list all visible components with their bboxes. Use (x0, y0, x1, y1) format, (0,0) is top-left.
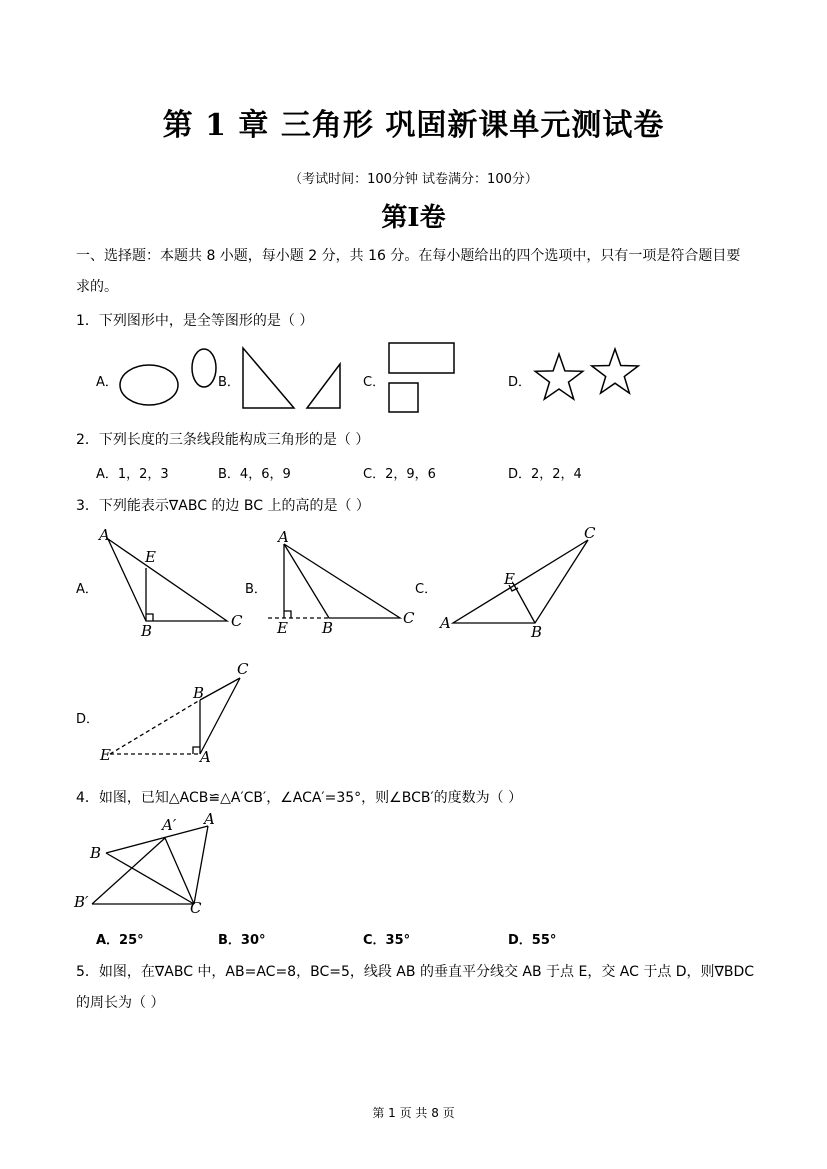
q2-option-a: A．1，2，3 (96, 467, 169, 482)
q3-a-label-c: C (231, 612, 243, 630)
q1-d-star-right (592, 349, 639, 393)
q3-stem: 3．下列能表示∇ABC 的边 BC 上的高的是（ ） (76, 498, 370, 514)
q5-stem-line-1: 5．如图，在∇ABC 中，AB=AC=8，BC=5，线段 AB 的垂直平分线交 AB 于点 E，交 AC 于点 D，则∇BDC (76, 964, 755, 980)
q3-d-label-c: C (237, 660, 249, 678)
q4-option-b: B．30° (218, 933, 266, 948)
q4-side-bc (106, 853, 194, 904)
q4-side-ba (106, 826, 208, 853)
q3-b-label-e: E (277, 619, 288, 637)
q4-side-ac (194, 826, 208, 904)
q3-b-right-angle (284, 611, 291, 618)
q1-option-a: A． (96, 375, 118, 390)
q3-a-triangle (108, 539, 227, 621)
q3-option-c: C． (415, 582, 438, 597)
q1-figures (0, 330, 827, 420)
q3-a-label-a: A (99, 526, 110, 544)
q3-d-label-e: E (100, 746, 111, 764)
q3-d-label-a: A (200, 748, 211, 766)
q1-stem: 1．下列图形中，是全等图形的是（ ） (76, 313, 314, 329)
q3-c-label-b: B (531, 623, 543, 641)
instructions-line-1: 一、选择题：本题共 8 小题，每小题 2 分，共 16 分。在每小题给出的四个选项中，只有一项是符合题目要 (76, 248, 741, 264)
q4-option-d: D．55° (508, 933, 557, 948)
q1-option-b: B． (218, 375, 240, 390)
q3-a-label-e: E (145, 548, 156, 566)
q3-d-right-angle (193, 747, 200, 754)
q5-stem-line-2: 的周长为（ ） (76, 995, 165, 1011)
q4-label-b1: B′ (74, 893, 89, 911)
q3-a-right-angle (146, 614, 153, 621)
q2-option-b: B．4，6，9 (218, 467, 291, 482)
q2-option-c: C．2，9，6 (363, 467, 436, 482)
q3-option-b: B． (245, 582, 267, 597)
q3-a-label-b: B (141, 622, 153, 640)
q1-option-c: C． (363, 375, 386, 390)
q3-c-label-a: A (440, 614, 451, 632)
q1-c-square (389, 383, 418, 412)
q4-option-c: C．35° (363, 933, 411, 948)
q4-figure (0, 810, 300, 920)
q4-side-a1c (165, 838, 194, 904)
q3-b-label-b: B (322, 619, 334, 637)
page-footer: 第 1 页 共 8 页 (372, 1106, 455, 1120)
q4-label-c: C (190, 899, 202, 917)
q1-b-large-triangle (243, 348, 294, 408)
exam-info: （考试时间：100分钟 试卷满分：100分） (289, 172, 538, 187)
page-title: 第 1 章 三角形 巩固新课单元测试卷 (162, 108, 665, 143)
q4-side-b1a1 (92, 838, 165, 904)
q4-label-a1: A′ (162, 816, 177, 834)
q3-b-label-a: A (278, 528, 289, 546)
q1-a-small-ellipse (192, 349, 216, 387)
q4-label-a: A (204, 810, 215, 828)
q3-figures (0, 520, 827, 770)
q3-d-dashed-eb (110, 700, 200, 754)
q3-c-label-c: C (584, 524, 596, 542)
q4-option-a: A．25° (96, 933, 144, 948)
q3-option-d: D． (76, 712, 100, 727)
q3-c-triangle (453, 540, 588, 623)
q1-c-rectangle (389, 343, 454, 373)
section-heading: 第Ⅰ卷 (381, 203, 446, 233)
q2-option-d: D．2，2，4 (508, 467, 582, 482)
q3-c-label-e: E (504, 570, 515, 588)
instructions-line-2: 求的。 (76, 279, 118, 295)
q1-a-large-ellipse (120, 365, 178, 405)
q1-d-star-left (535, 354, 583, 399)
q3-b-triangle (284, 544, 400, 618)
q3-b-label-c: C (403, 609, 415, 627)
q1-option-d: D． (508, 375, 532, 390)
q2-stem: 2．下列长度的三条线段能构成三角形的是（ ） (76, 432, 370, 448)
q4-stem: 4．如图，已知△ACB≌△A′CB′，∠ACA′=35°，则∠BCB′的度数为（ ） (76, 790, 523, 806)
q3-option-a: A． (76, 582, 98, 597)
q3-d-label-b: B (193, 684, 205, 702)
q4-label-b: B (90, 844, 102, 862)
q1-b-small-triangle (307, 364, 340, 408)
